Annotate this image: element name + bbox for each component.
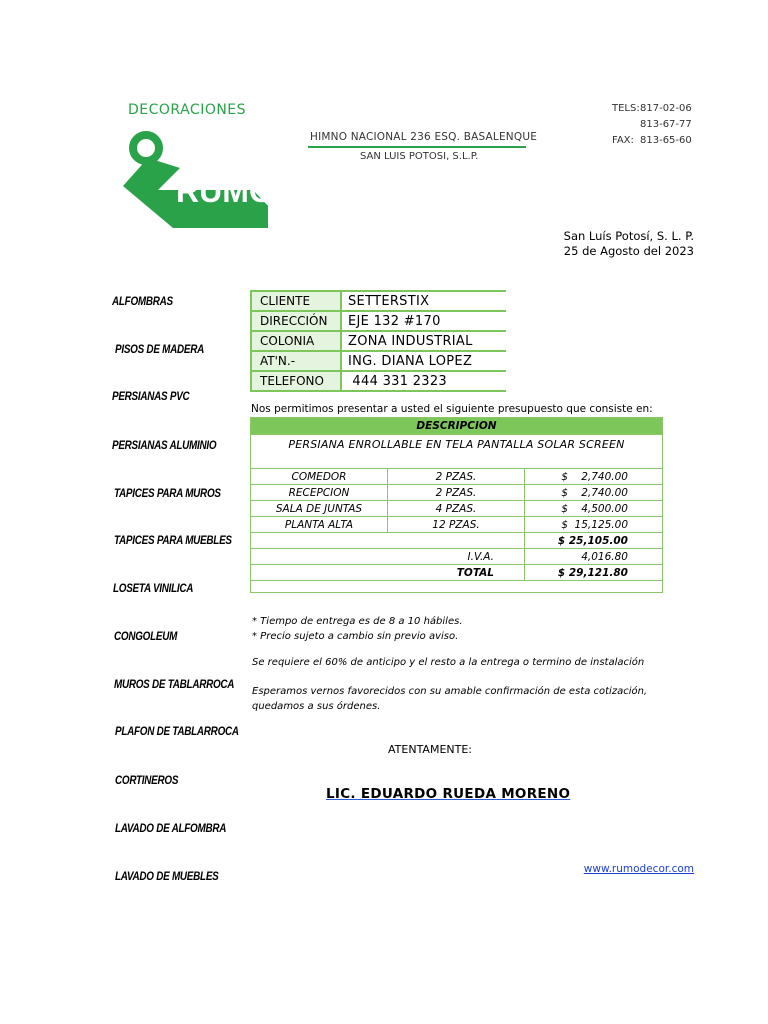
sidebar-item: ALFOMBRAS: [112, 296, 173, 308]
client-info-table: [250, 290, 506, 392]
phone-block: [612, 101, 692, 149]
spacer-row: [251, 581, 663, 593]
subtotal-row: [251, 533, 663, 549]
total-value: $ 29,121.80: [525, 565, 663, 581]
closing-text: Esperamos vernos favorecidos con su amable confirmación de esta cotización, quedamos a sus órdenes.: [252, 686, 648, 712]
subtotal-value: $ 25,105.00: [525, 533, 663, 549]
iva-value: 4,016.80: [525, 549, 663, 565]
brand-name: DECORACIONES: [128, 102, 247, 118]
payment-requirement: Se requiere el 60% de anticipo y el resto a la entrega o termino de instalación: [252, 657, 645, 668]
product-row: [251, 435, 663, 469]
total-row: [251, 565, 663, 581]
table-row: SALA DE JUNTAS 4 PZAS. $ 4,500.00: [251, 501, 663, 517]
phone-row: FAX: 813-65-60: [612, 135, 692, 146]
sidebar-item: PLAFON DE TABLARROCA: [115, 726, 239, 738]
company-logo: [118, 128, 278, 230]
table-row: COMEDOR 2 PZAS. $ 2,740.00: [251, 469, 663, 485]
website-link[interactable]: www.rumodecor.com: [583, 863, 694, 875]
intro-text: Nos permitimos presentar a usted el siguiente presupuesto que consiste en:: [251, 403, 653, 415]
date-place: San Luís Potosí, S. L. P.: [563, 229, 694, 243]
note-line: * Tiempo de entrega es de 8 a 10 hábiles.: [252, 616, 463, 627]
date-block: [564, 229, 694, 259]
signature-name: LIC. EDUARDO RUEDA MORENO: [326, 786, 571, 802]
sidebar-item: TAPICES PARA MUEBLES: [114, 535, 232, 547]
quote-header-row: [251, 418, 663, 435]
sidebar-item: LOSETA VINILICA: [113, 583, 194, 595]
company-address: HIMNO NACIONAL 236 ESQ. BASALENQUE: [310, 131, 538, 143]
phone-row: 813-67-77: [640, 119, 692, 130]
client-row: COLONIA ZONA INDUSTRIAL: [251, 331, 506, 351]
sidebar-item: PERSIANAS ALUMINIO: [112, 440, 217, 452]
sidebar-item: CORTINEROS: [115, 775, 179, 787]
sidebar-item: LAVADO DE ALFOMBRA: [115, 823, 227, 835]
sidebar-item: LAVADO DE MUEBLES: [115, 871, 219, 883]
client-row: AT'N.- ING. DIANA LOPEZ: [251, 351, 506, 371]
note-line: * Precio sujeto a cambio sin previo aviso.: [252, 631, 459, 642]
quote-header: DESCRIPCION: [251, 418, 663, 435]
iva-label: I.V.A.: [251, 549, 525, 565]
client-row: TELEFONO 444 331 2323: [251, 371, 506, 391]
sidebar-item: TAPICES PARA MUROS: [114, 488, 221, 500]
address-divider: [308, 146, 526, 148]
sidebar-item: PISOS DE MADERA: [115, 344, 205, 356]
sidebar-item: PERSIANAS PVC: [112, 391, 190, 403]
sidebar-item: MUROS DE TABLARROCA: [114, 679, 235, 691]
quote-table: [250, 417, 663, 593]
company-city: SAN LUIS POTOSI, S.L.P.: [360, 151, 479, 162]
total-label: TOTAL: [251, 565, 525, 581]
sidebar-item: CONGOLEUM: [114, 631, 178, 643]
phone-row: TELS: 817-02-06: [612, 103, 692, 114]
client-row: DIRECCIÓN EJE 132 #170: [251, 311, 506, 331]
date-value: 25 de Agosto del 2023: [563, 244, 694, 258]
iva-row: [251, 549, 663, 565]
product-description: PERSIANA ENROLLABLE EN TELA PANTALLA SOLAR SCREEN: [251, 435, 663, 469]
notes: [252, 614, 463, 644]
table-row: RECEPCION 2 PZAS. $ 2,740.00: [251, 485, 663, 501]
logo-text: RUMO: [176, 173, 274, 209]
client-row: CLIENTE SETTERSTIX: [251, 291, 506, 311]
table-row: PLANTA ALTA 12 PZAS. $ 15,125.00: [251, 517, 663, 533]
attentively-label: ATENTAMENTE:: [388, 743, 473, 756]
